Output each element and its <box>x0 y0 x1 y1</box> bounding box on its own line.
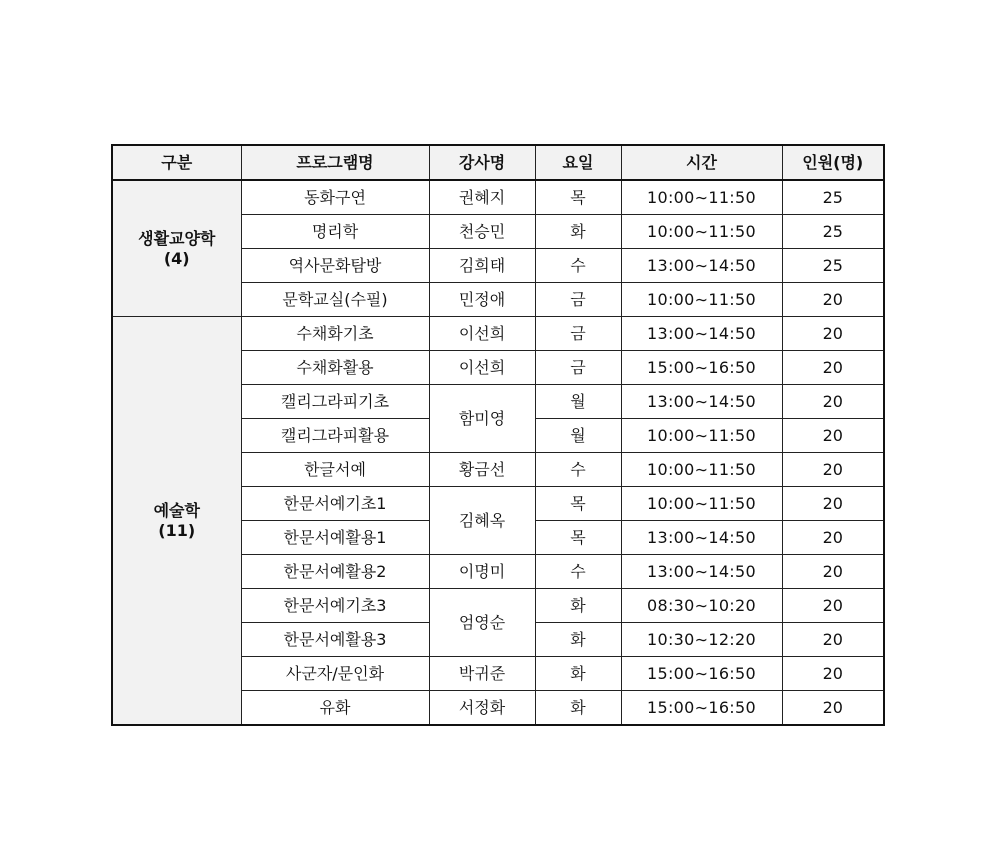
time-cell: 10:00∼11:50 <box>621 487 782 521</box>
time-cell: 13:00∼14:50 <box>621 317 782 351</box>
day-cell: 화 <box>535 623 621 657</box>
capacity-cell: 20 <box>782 283 884 317</box>
program-cell: 한글서예 <box>241 453 429 487</box>
program-cell: 캘리그라피기초 <box>241 385 429 419</box>
time-cell: 10:30∼12:20 <box>621 623 782 657</box>
capacity-cell: 20 <box>782 317 884 351</box>
time-cell: 08:30∼10:20 <box>621 589 782 623</box>
day-cell: 수 <box>535 555 621 589</box>
instructor-cell: 박귀준 <box>429 657 535 691</box>
capacity-cell: 20 <box>782 453 884 487</box>
program-cell: 명리학 <box>241 215 429 249</box>
program-cell: 한문서예활용2 <box>241 555 429 589</box>
day-cell: 수 <box>535 453 621 487</box>
program-cell: 한문서예활용3 <box>241 623 429 657</box>
day-cell: 목 <box>535 180 621 215</box>
capacity-cell: 20 <box>782 351 884 385</box>
day-cell: 목 <box>535 521 621 555</box>
program-cell: 한문서예기초3 <box>241 589 429 623</box>
capacity-cell: 25 <box>782 249 884 283</box>
program-cell: 수채화활용 <box>241 351 429 385</box>
day-cell: 화 <box>535 691 621 726</box>
day-cell: 금 <box>535 351 621 385</box>
capacity-cell: 20 <box>782 657 884 691</box>
program-cell: 한문서예활용1 <box>241 521 429 555</box>
program-cell: 수채화기초 <box>241 317 429 351</box>
instructor-cell: 서정화 <box>429 691 535 726</box>
program-cell: 동화구연 <box>241 180 429 215</box>
header-program: 프로그램명 <box>241 145 429 180</box>
program-cell: 사군자/문인화 <box>241 657 429 691</box>
time-cell: 13:00∼14:50 <box>621 521 782 555</box>
table-row <box>112 317 884 351</box>
program-schedule-table <box>111 144 885 726</box>
category-name: 예술학 <box>153 500 200 520</box>
capacity-cell: 20 <box>782 555 884 589</box>
table-header-row <box>112 145 884 180</box>
time-cell: 15:00∼16:50 <box>621 691 782 726</box>
time-cell: 10:00∼11:50 <box>621 419 782 453</box>
header-instructor: 강사명 <box>429 145 535 180</box>
program-cell: 캘리그라피활용 <box>241 419 429 453</box>
table-row <box>112 180 884 215</box>
day-cell: 화 <box>535 215 621 249</box>
day-cell: 화 <box>535 657 621 691</box>
capacity-cell: 20 <box>782 623 884 657</box>
instructor-cell: 이선희 <box>429 317 535 351</box>
instructor-cell: 이선희 <box>429 351 535 385</box>
capacity-cell: 20 <box>782 589 884 623</box>
day-cell: 수 <box>535 249 621 283</box>
instructor-cell: 김희태 <box>429 249 535 283</box>
instructor-cell: 천승민 <box>429 215 535 249</box>
header-category: 구분 <box>112 145 241 180</box>
header-capacity: 인원(명) <box>782 145 884 180</box>
capacity-cell: 20 <box>782 385 884 419</box>
instructor-cell: 이명미 <box>429 555 535 589</box>
instructor-cell: 김혜옥 <box>429 487 535 555</box>
capacity-cell: 20 <box>782 691 884 726</box>
category-cell-arts <box>112 317 241 726</box>
day-cell: 목 <box>535 487 621 521</box>
time-cell: 13:00∼14:50 <box>621 555 782 589</box>
day-cell: 화 <box>535 589 621 623</box>
instructor-cell: 함미영 <box>429 385 535 453</box>
day-cell: 월 <box>535 385 621 419</box>
capacity-cell: 25 <box>782 180 884 215</box>
instructor-cell: 권혜지 <box>429 180 535 215</box>
category-count: (11) <box>158 520 196 540</box>
time-cell: 13:00∼14:50 <box>621 249 782 283</box>
capacity-cell: 20 <box>782 419 884 453</box>
time-cell: 10:00∼11:50 <box>621 283 782 317</box>
capacity-cell: 25 <box>782 215 884 249</box>
day-cell: 월 <box>535 419 621 453</box>
category-cell-liberal-arts <box>112 180 241 317</box>
time-cell: 10:00∼11:50 <box>621 180 782 215</box>
time-cell: 15:00∼16:50 <box>621 657 782 691</box>
capacity-cell: 20 <box>782 487 884 521</box>
time-cell: 10:00∼11:50 <box>621 215 782 249</box>
program-cell: 한문서예기초1 <box>241 487 429 521</box>
program-cell: 역사문화탐방 <box>241 249 429 283</box>
program-cell: 유화 <box>241 691 429 726</box>
header-day: 요일 <box>535 145 621 180</box>
time-cell: 15:00∼16:50 <box>621 351 782 385</box>
instructor-cell: 민정애 <box>429 283 535 317</box>
instructor-cell: 황금선 <box>429 453 535 487</box>
capacity-cell: 20 <box>782 521 884 555</box>
time-cell: 13:00∼14:50 <box>621 385 782 419</box>
day-cell: 금 <box>535 283 621 317</box>
header-time: 시간 <box>621 145 782 180</box>
category-name: 생활교양학 <box>138 228 216 248</box>
program-cell: 문학교실(수필) <box>241 283 429 317</box>
instructor-cell: 엄영순 <box>429 589 535 657</box>
category-count: (4) <box>163 248 190 268</box>
day-cell: 금 <box>535 317 621 351</box>
time-cell: 10:00∼11:50 <box>621 453 782 487</box>
